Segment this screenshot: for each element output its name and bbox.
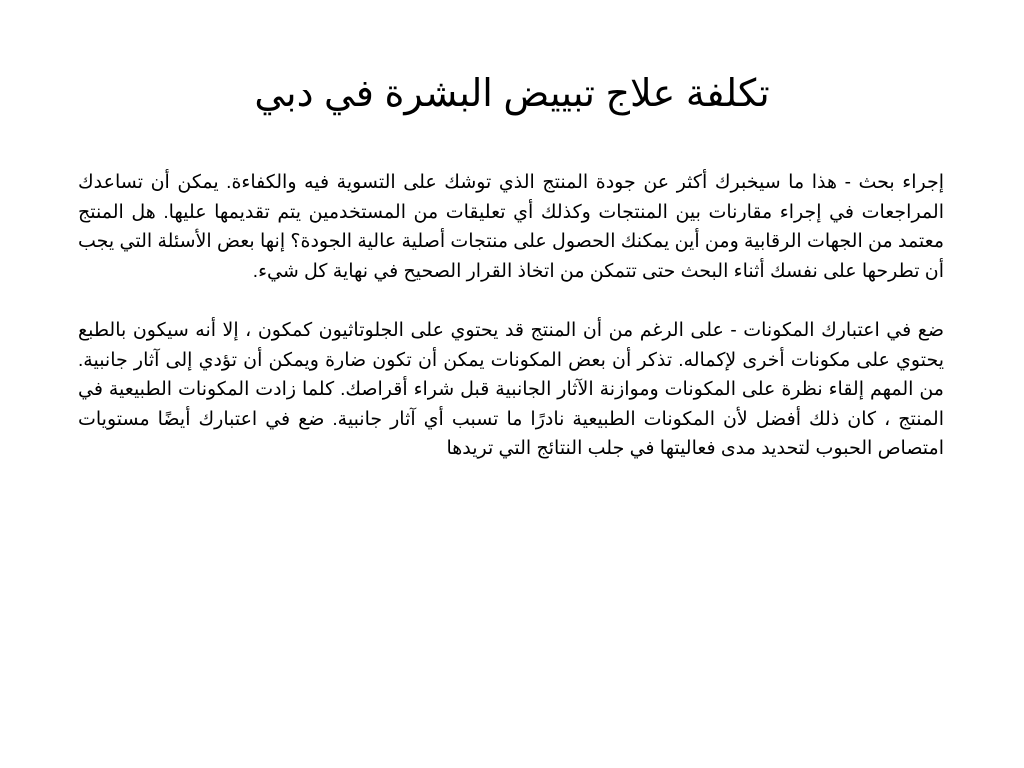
slide-title: تكلفة علاج تبييض البشرة في دبي (254, 73, 770, 115)
paragraph-research: إجراء بحث - هذا ما سيخبرك أكثر عن جودة المنتج الذي توشك على التسوية فيه والكفاءة. يمكن أن تساعدك المراجعات في إجراء مقارنات بين المنتجات وكذلك أي تعليقات من المستخدمين يتم تقديمها عليها. هل المنتج معتمد من الجهات الرقابية ومن أين يمكنك الحصول على منتجات أصلية عالية الجودة؟ إنها بعض الأسئلة التي يجب أن تطرحها على نفسك أثناء البحث حتى تتمكن من اتخاذ القرار الصحيح في نهاية كل شيء. (78, 172, 944, 282)
slide-body (78, 168, 944, 494)
paragraph-ingredients: ضع في اعتبارك المكونات - على الرغم من أن المنتج قد يحتوي على الجلوتاثيون كمكون ، إلا أنه سيكون بالطبع يحتوي على مكونات أخرى لإكماله. تذكر أن بعض المكونات يمكن أن تكون ضارة ويمكن أن تؤدي إلى آثار جانبية. من المهم إلقاء نظرة على المكونات وموازنة الآثار الجانبية قبل شراء أقراصك. كلما زادت المكونات الطبيعية في المنتج ، كان ذلك أفضل لأن المكونات الطبيعية نادرًا ما تسبب أي آثار جانبية. ضع في اعتبارك أيضًا مستويات امتصاص الحبوب لتحديد مدى فعاليتها في جلب النتائج التي تريدها (78, 320, 944, 459)
